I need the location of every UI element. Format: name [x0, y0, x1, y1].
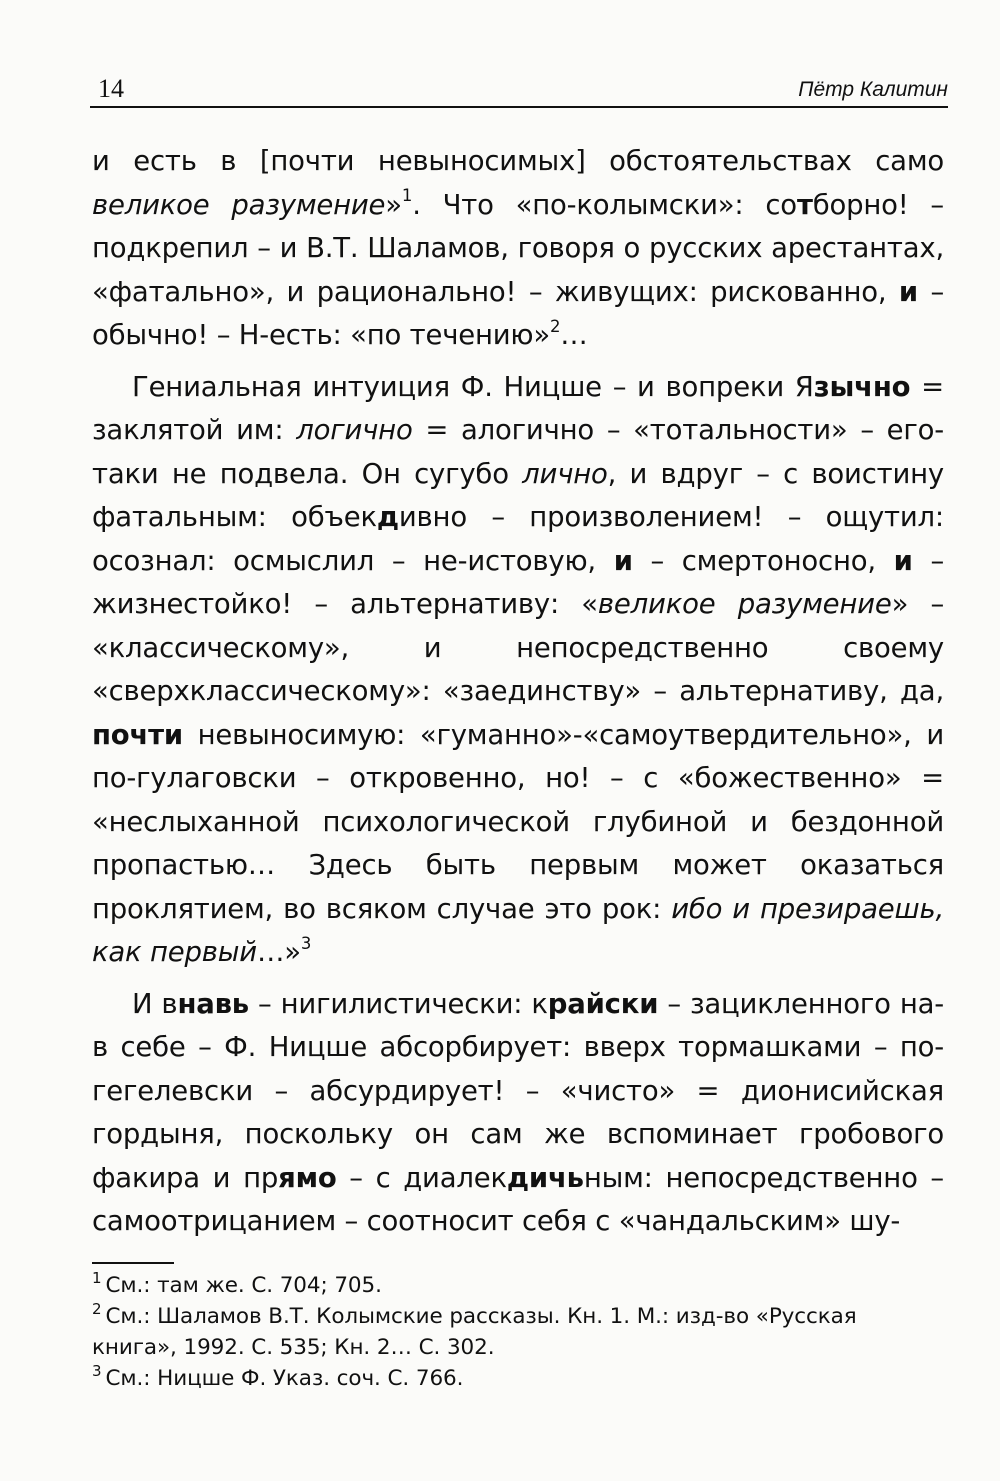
- footnote-1: [92, 1270, 944, 1301]
- text-run: » – «классическому», и непосредственно своему «сверхклассическому»: «заединству» – альтернативу, да,: [92, 588, 944, 707]
- text-run: , и вдруг – с воистину фатальным: объек: [92, 457, 944, 533]
- italic-run: лично: [522, 457, 608, 490]
- page-number: 14: [98, 74, 124, 103]
- bold-run: и: [893, 544, 913, 577]
- bold-run: и: [898, 275, 918, 308]
- italic-run: великое разумение: [92, 188, 386, 221]
- italic-run: великое разумение: [597, 588, 892, 620]
- bold-run: т: [796, 188, 813, 221]
- paragraph-2: [92, 366, 944, 975]
- text-run: – смертоносно,: [632, 544, 894, 577]
- text-run: = алогично – «тотальности» – его-таки не подвела. Он сугубо: [92, 414, 944, 490]
- footnote-divider: [92, 1262, 174, 1264]
- footnote-ref-3: 3: [300, 933, 312, 953]
- paragraph-1: [92, 140, 944, 358]
- text-run: – обычно! – Н-есть: «по течению»: [92, 275, 944, 351]
- text-run: …»: [256, 936, 301, 968]
- text-run: ивно – произволением! – ощутил: осознал: осмыслил – не-истовую,: [92, 501, 944, 577]
- footnote-text: См.: там же. С. 704; 705.: [105, 1273, 382, 1298]
- text-run: невыносимую: «гуманно»-«самоутвердительно», и по-гулаговски – откровенно, но! – с «божественно» = «неслыханной психологической глубиной и бездонной пропастью… Здесь быть первым может оказаться проклятием, во всяком случае это рок:: [92, 718, 944, 925]
- text-run: »: [385, 188, 402, 221]
- footnote-text: См.: Ницше Ф. Указ. соч. С. 766.: [105, 1366, 464, 1391]
- footnote-number: 1: [92, 1268, 102, 1287]
- footnote-2: [92, 1301, 944, 1363]
- paragraph-3: [92, 983, 944, 1244]
- main-text: [92, 140, 944, 1252]
- footnote-number: 2: [92, 1299, 102, 1318]
- footnotes: [92, 1270, 944, 1394]
- text-run: и есть в [почти невыносимых] обстоятельствах само: [92, 145, 944, 177]
- bold-run: почти: [92, 718, 183, 751]
- footnote-ref-1: 1: [401, 186, 413, 206]
- bold-run: зычно: [813, 370, 911, 403]
- footnote-number: 3: [92, 1361, 102, 1380]
- text-run: …: [560, 319, 588, 351]
- bold-run: д: [376, 501, 399, 533]
- running-header: [90, 72, 948, 108]
- text-run: = заклятой им:: [92, 370, 944, 446]
- bold-run: и: [613, 544, 633, 577]
- text-run: борно! – подкрепил – и В.Т. Шаламов, говоря о русских арестантах, «фатально», и рационально! – живущих: рискованно,: [92, 188, 944, 308]
- bold-run: навь: [177, 987, 249, 1020]
- text-run: – зацикленного на-в себе – Ф. Ницше абсорбирует: вверх тормашками – по-гегелевски – абсурдирует! – «чисто» = дионисийская гордыня, поскольку он сам же вспоминает гробового факира и пр: [92, 987, 944, 1194]
- italic-run: логично: [296, 414, 413, 446]
- text-run: . Что «по-колымски»: со: [412, 188, 797, 221]
- bold-run: дичь: [506, 1161, 584, 1194]
- text-run: Гениальная интуиция Ф. Ницше – и вопреки Я: [132, 370, 814, 403]
- bold-run: райски: [547, 987, 659, 1020]
- text-run: ным: непосредственно – самоотрицанием – соотносит себя с «чандальским» шу-: [92, 1161, 944, 1237]
- text-run: – с диалек: [336, 1161, 507, 1194]
- italic-run: ибо и презираешь, как первый: [92, 892, 944, 968]
- bold-run: ямо: [278, 1161, 337, 1194]
- text-run: – жизнестойко! – альтернативу: «: [92, 544, 944, 620]
- running-title: Пётр Калитин: [798, 78, 948, 101]
- text-run: И в: [132, 987, 178, 1020]
- footnote-ref-2: 2: [549, 316, 561, 336]
- footnote-text: См.: Шаламов В.Т. Колымские рассказы. Кн. 1. М.: изд-во «Русская книга», 1992. С. 535; Кн. 2… С. 302.: [92, 1304, 857, 1360]
- text-run: – нигилистически: к: [249, 987, 548, 1020]
- footnote-3: [92, 1363, 944, 1394]
